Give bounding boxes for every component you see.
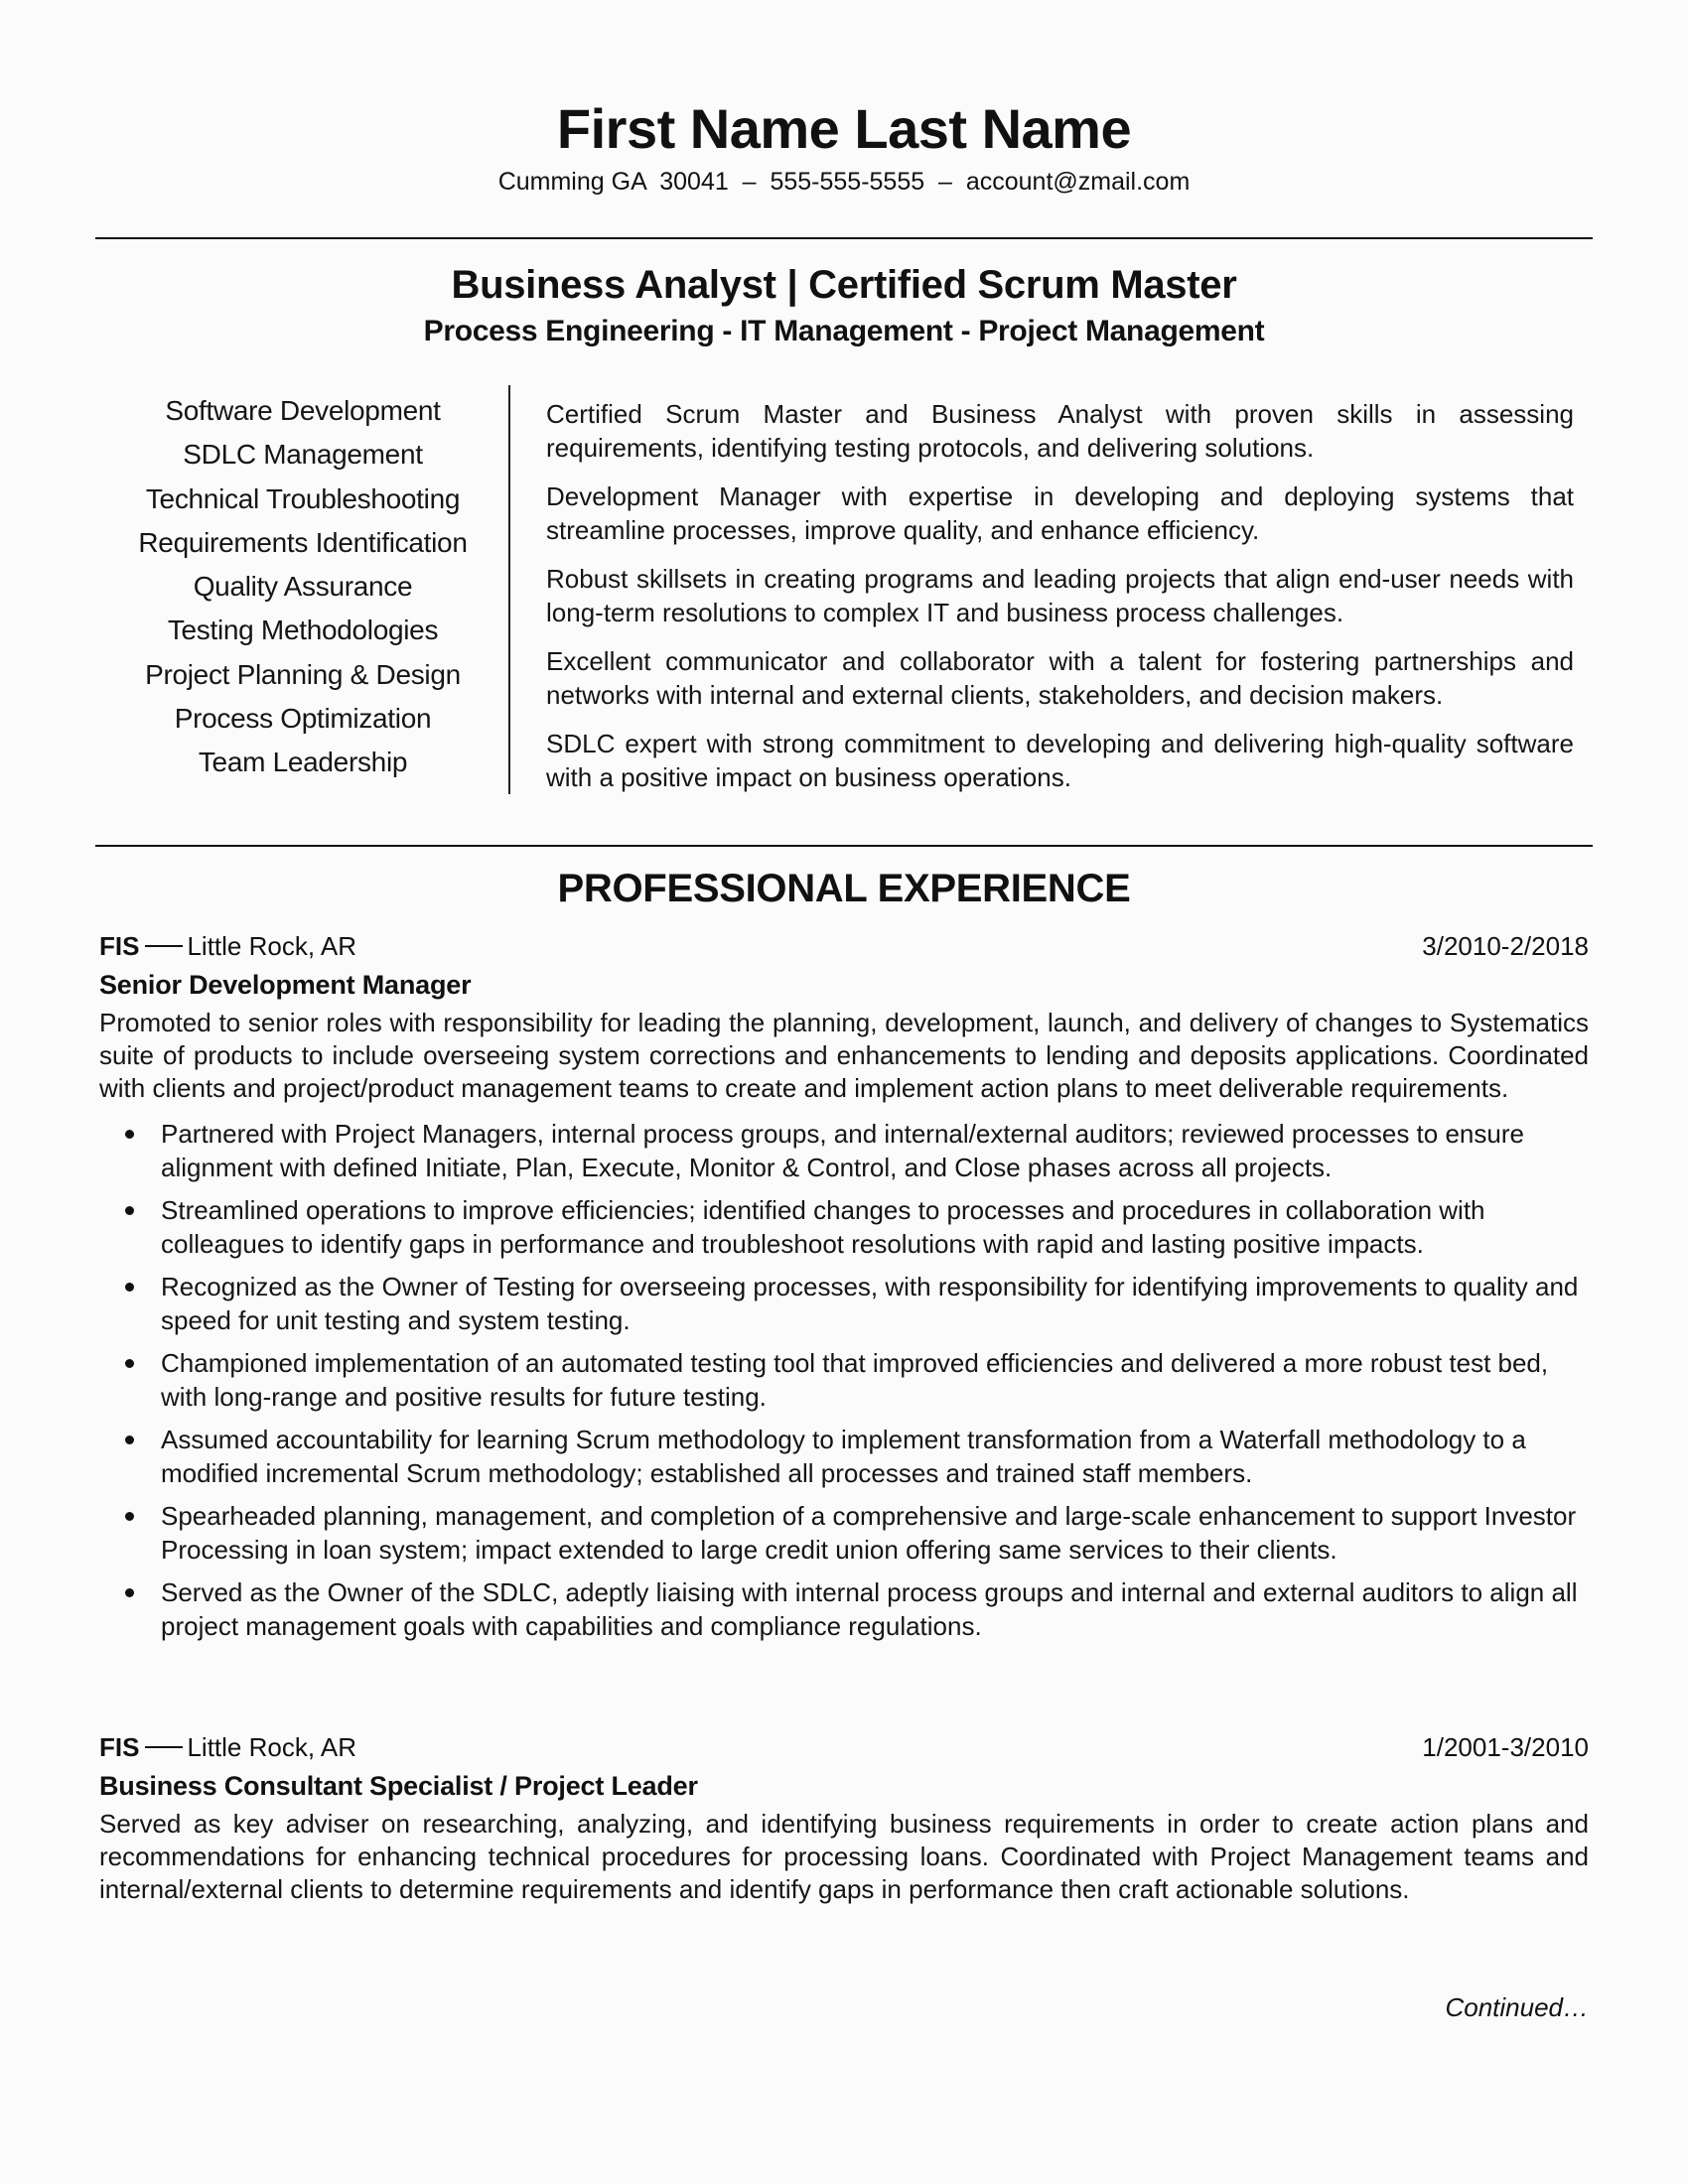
- job-company: FIS: [99, 931, 140, 961]
- bullet-icon: [125, 1130, 134, 1139]
- achievement-item: [99, 1499, 1589, 1567]
- em-dash-separator: [145, 1746, 183, 1748]
- job-entry: [99, 1728, 1589, 1906]
- headline-title: Business Analyst | Certified Scrum Master: [451, 263, 1237, 307]
- bullet-icon: [125, 1283, 134, 1292]
- job-title: Senior Development Manager: [99, 970, 472, 1000]
- summary-paragraph: SDLC expert with strong commitment to developing and delivering high-quality software with a positive impact on business operations.: [546, 729, 1574, 792]
- job-title: Business Consultant Specialist / Project Leader: [99, 1771, 698, 1801]
- job-description: Served as key adviser on researching, analyzing, and identifying business requirements in order to create action plans and recommendations for enhancing technical procedures for processing loans. Coordinated with Project Management teams and internal/external clients to determine requirements and identify gaps in performance then craft actionable solutions.: [99, 1809, 1589, 1904]
- summary-paragraph: Robust skillsets in creating programs and leading projects that align end-user needs with long-term resolutions to complex IT and business process challenges.: [546, 564, 1574, 627]
- job-company: FIS: [99, 1732, 140, 1762]
- skill-item: Project Planning & Design: [145, 658, 461, 690]
- bullet-icon: [125, 1588, 134, 1597]
- header-divider: [95, 237, 1593, 239]
- continued-note: Continued…: [1445, 1992, 1589, 2022]
- job-dates: 1/2001-3/2010: [1422, 1732, 1589, 1762]
- achievement-item: [99, 1270, 1589, 1337]
- summary-paragraph: Development Manager with expertise in developing and deploying systems that streamline processes, improve quality, and enhance efficiency.: [546, 481, 1574, 545]
- skill-item: Testing Methodologies: [167, 614, 439, 646]
- skill-item: Technical Troubleshooting: [145, 482, 461, 514]
- bullet-icon: [125, 1206, 134, 1215]
- skill-item: Team Leadership: [198, 747, 408, 778]
- job-location: Little Rock, AR: [187, 931, 356, 961]
- achievement-item: [99, 1575, 1589, 1643]
- job-company-location: [99, 927, 356, 965]
- skill-item: Software Development: [165, 395, 441, 426]
- achievement-text: Streamlined operations to improve efficiencies; identified changes to processes and procedures in collaboration with colleagues to identify gaps in performance and troubleshoot resolutions with rapid and lasting positive impacts.: [161, 1195, 1485, 1259]
- section-title-experience: PROFESSIONAL EXPERIENCE: [557, 867, 1131, 910]
- achievement-text: Served as the Owner of the SDLC, adeptly liaising with internal process groups and internal and external auditors to align all project management goals with capabilities and compliance regulations.: [161, 1577, 1578, 1641]
- achievement-item: [99, 1423, 1589, 1490]
- bullet-icon: [125, 1435, 134, 1444]
- achievement-text: Recognized as the Owner of Testing for overseeing processes, with responsibility for identifying improvements to quality and speed for unit testing and system testing.: [161, 1272, 1579, 1335]
- job-company-location: [99, 1728, 356, 1766]
- summary-section: [546, 397, 1574, 809]
- job-description: Promoted to senior roles with responsibility for leading the planning, development, launch, and delivery of changes to Systematics suite of products to include overseeing system corrections and enhancements to lending and deposits applications. Coordinated with clients and project/product management teams to create and implement action plans to meet deliverable requirements.: [99, 1008, 1589, 1103]
- bullet-icon: [125, 1512, 134, 1521]
- skill-item: Quality Assurance: [193, 571, 413, 603]
- summary-paragraph: Certified Scrum Master and Business Analyst with proven skills in assessing requirements, identifying testing protocols, and delivering solutions.: [546, 399, 1574, 463]
- skill-item: Requirements Identification: [138, 526, 468, 558]
- job-achievements-list: [99, 1117, 1589, 1643]
- achievement-item: [99, 1346, 1589, 1414]
- job-location: Little Rock, AR: [187, 1732, 356, 1762]
- contact-line: Cumming GA 30041 – 555-555-5555 – account@zmail.com: [497, 168, 1191, 196]
- achievement-item: [99, 1193, 1589, 1261]
- summary-paragraph: Excellent communicator and collaborator with a talent for fostering partnerships and networks with internal and external clients, stakeholders, and decision makers.: [546, 646, 1574, 710]
- section-divider: [95, 845, 1593, 847]
- skill-item: SDLC Management: [183, 439, 423, 471]
- skills-summary-divider: [508, 385, 510, 794]
- headline-subtitle: Process Engineering - IT Management - Project Management: [423, 315, 1265, 347]
- job-entry: [99, 927, 1589, 1652]
- skills-list: [99, 389, 506, 785]
- achievement-item: [99, 1117, 1589, 1184]
- achievement-text: Championed implementation of an automated testing tool that improved efficiencies and delivered a more robust test bed, with long-range and positive results for future testing.: [161, 1348, 1549, 1412]
- achievement-text: Spearheaded planning, management, and completion of a comprehensive and large-scale enhancement to support Investor Processing in loan system; impact extended to large credit union offering same services to their clients.: [161, 1501, 1577, 1565]
- candidate-name: First Name Last Name: [556, 97, 1132, 160]
- em-dash-separator: [145, 945, 183, 947]
- skill-item: Process Optimization: [174, 703, 432, 735]
- job-dates: 3/2010-2/2018: [1422, 931, 1589, 961]
- job-header: [99, 927, 1589, 965]
- job-header: [99, 1728, 1589, 1766]
- bullet-icon: [125, 1359, 134, 1368]
- achievement-text: Assumed accountability for learning Scrum methodology to implement transformation from a Waterfall methodology to a modified incremental Scrum methodology; established all processes and trained staff members.: [161, 1425, 1526, 1488]
- achievement-text: Partnered with Project Managers, internal process groups, and internal/external auditors; reviewed processes to ensure alignment with defined Initiate, Plan, Execute, Monitor & Control, and Close phases across all projects.: [161, 1119, 1524, 1182]
